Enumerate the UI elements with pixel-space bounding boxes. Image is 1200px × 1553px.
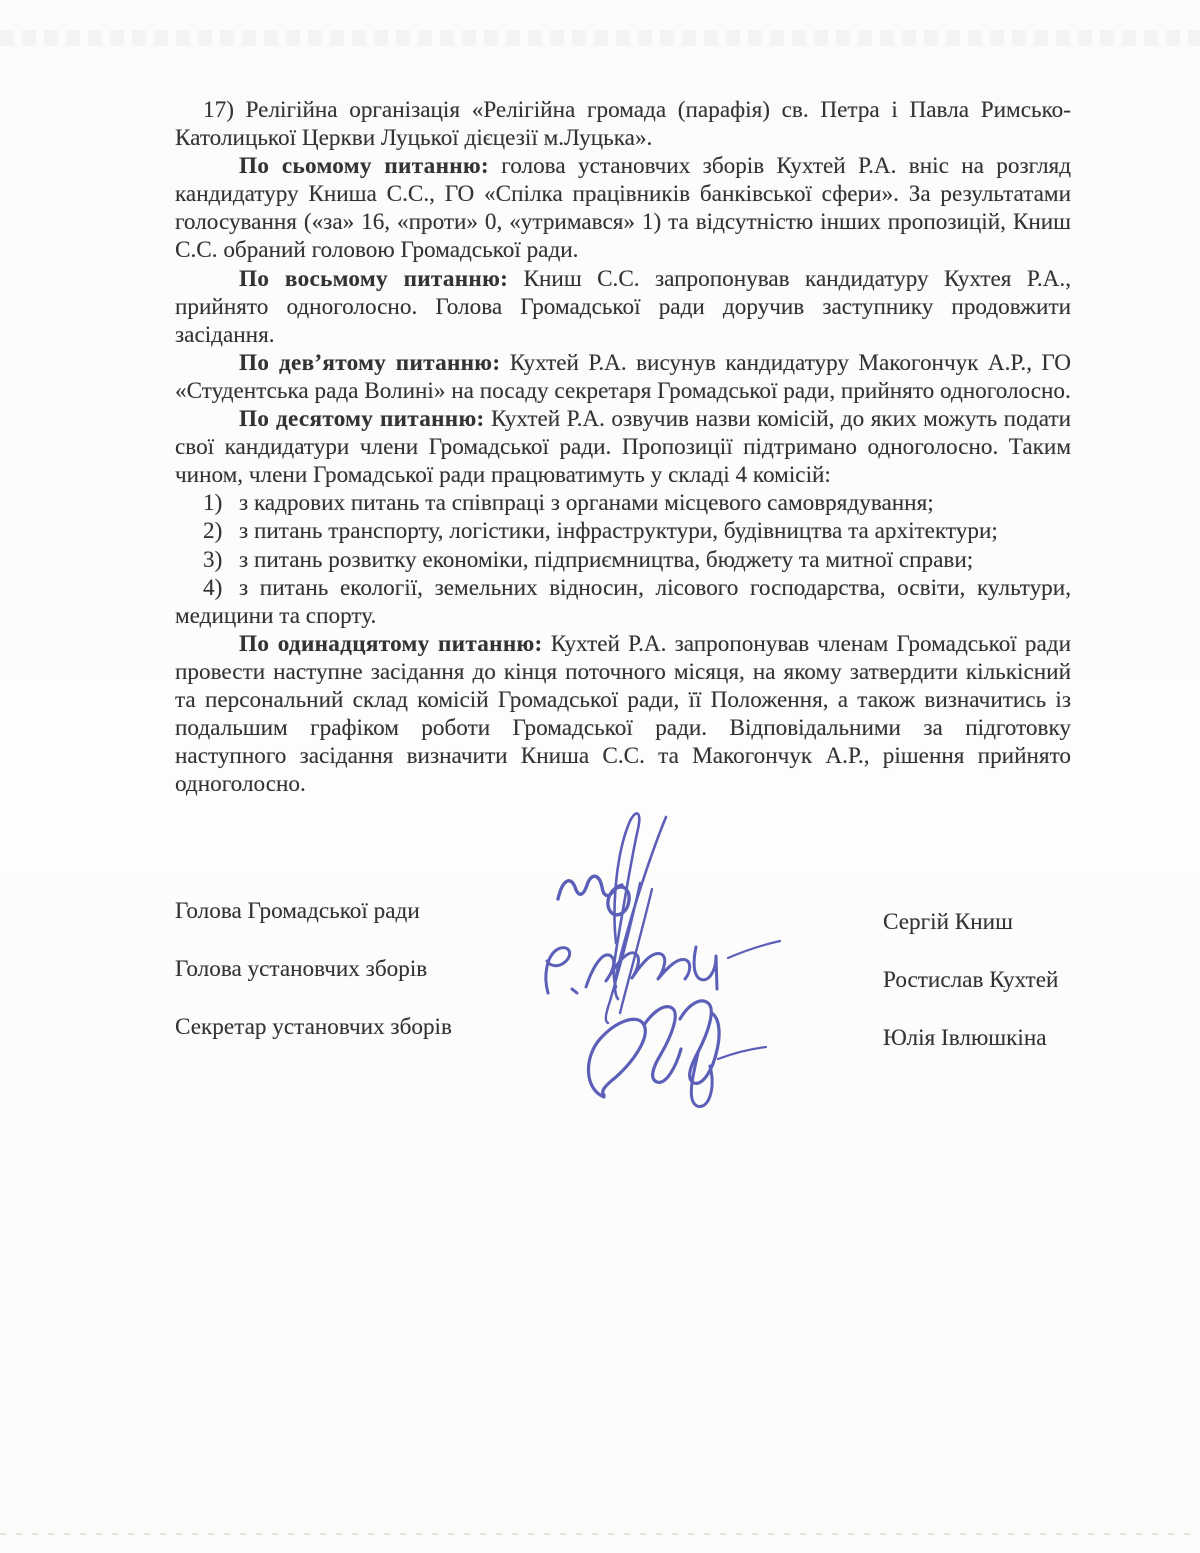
paragraph-text: Кухтей Р.А. запропонував членам Громадської ради провести наступне засідання до кінця поточного місяця, на якому затвердити кількісний та персональний склад комісій Громадської ради, її Положення, а також визначитись із подальшим графіком роботи Громадської ради. Відповідальними за підготовку наступного засідання визначити Книша С.С. та Макогончук А.Р., рішення прийнято одноголосно. xyxy=(175,630,1071,798)
paragraph-text: Книш С.С. запропонував кандидатуру Кухтея Р.А., прийнято одноголосно. Голова Громадської ради доручив заступнику продовжити засідання. xyxy=(175,265,1071,348)
list-item-text: з питань транспорту, логістики, інфраструктури, будівництва та архітектури; xyxy=(239,518,998,545)
handwritten-signatures-ink xyxy=(520,795,810,1115)
list-item-number: 2) xyxy=(203,518,223,545)
signature-role: Голова установчих зборів xyxy=(175,956,428,982)
signature-kukhtei-ink xyxy=(546,941,780,993)
list-item xyxy=(175,517,1071,545)
list-item-text: з питань розвитку економіки, підприємництва, бюджету та митної справи; xyxy=(239,546,974,573)
list-item-number: 3) xyxy=(203,546,223,573)
paragraph-item-17 xyxy=(175,96,1071,152)
paragraph-text: Кухтей Р.А. висунув кандидатуру Макогончук А.Р., ГО «Студентська рада Волині» на посаду секретаря Громадської ради, прийнято одноголосно. xyxy=(175,349,1071,404)
scan-noise-dots xyxy=(0,1533,1200,1535)
paragraph-question-9 xyxy=(175,349,1071,405)
list-item-number: 4) xyxy=(203,574,223,601)
list-item xyxy=(175,574,1071,630)
list-item-text: з питань екології, земельних відносин, лісового господарства, освіти, культури, медицини та спорту. xyxy=(175,574,1071,629)
scan-noise-band xyxy=(0,30,1200,46)
signature-name: Юлія Івлюшкіна xyxy=(883,1025,1047,1051)
signature-name: Ростислав Кухтей xyxy=(883,967,1059,993)
signature-name: Сергій Книш xyxy=(883,909,1013,935)
paragraph-lead: По дев’ятому питанню: xyxy=(239,349,501,376)
list-item xyxy=(175,546,1071,574)
signature-ivliushkina-ink xyxy=(588,1001,766,1107)
list-item-text: з кадрових питань та співпраці з органами місцевого самоврядування; xyxy=(239,490,934,517)
paragraph-lead: По восьмому питанню: xyxy=(239,265,509,292)
paragraph-lead: По сьомому питанню: xyxy=(239,153,489,180)
paragraph-text: голова установчих зборів Кухтей Р.А. вніс на розгляд кандидатуру Книша С.С., ГО «Спілка працівників банківської сфери». За результатами голосування («за» 16, «проти» 0, «утримався» 1) та відсутністю інших пропозицій, Книш С.С. обраний головою Громадської ради. xyxy=(175,153,1071,264)
commissions-numbered-list xyxy=(175,489,1071,629)
paragraph-question-8 xyxy=(175,265,1071,349)
paragraph-lead: По одинадцятому питанню: xyxy=(239,630,543,657)
signature-role: Голова Громадської ради xyxy=(175,898,420,924)
list-item xyxy=(175,489,1071,517)
paragraph-lead: По десятому питанню: xyxy=(239,406,485,433)
paragraph-text: Кухтей Р.А. озвучив назви комісій, до яких можуть подати свої кандидатури члени Громадської ради. Пропозиції підтримано одноголосно. Таким чином, члени Громадської ради працюватимуть у складі 4 комісій: xyxy=(175,406,1072,489)
paragraph-question-10 xyxy=(175,405,1071,489)
document-body xyxy=(175,96,1071,798)
paragraph-question-11 xyxy=(175,630,1071,799)
signature-role: Секретар установчих зборів xyxy=(175,1014,452,1040)
paragraph-question-7 xyxy=(175,152,1071,264)
paragraph-text: 17) Релігійна організація «Релігійна громада (парафія) св. Петра і Павла Римсько-Католицької Церкви Луцької дієцезії м.Луцька». xyxy=(175,97,1071,152)
list-item-number: 1) xyxy=(203,490,223,517)
